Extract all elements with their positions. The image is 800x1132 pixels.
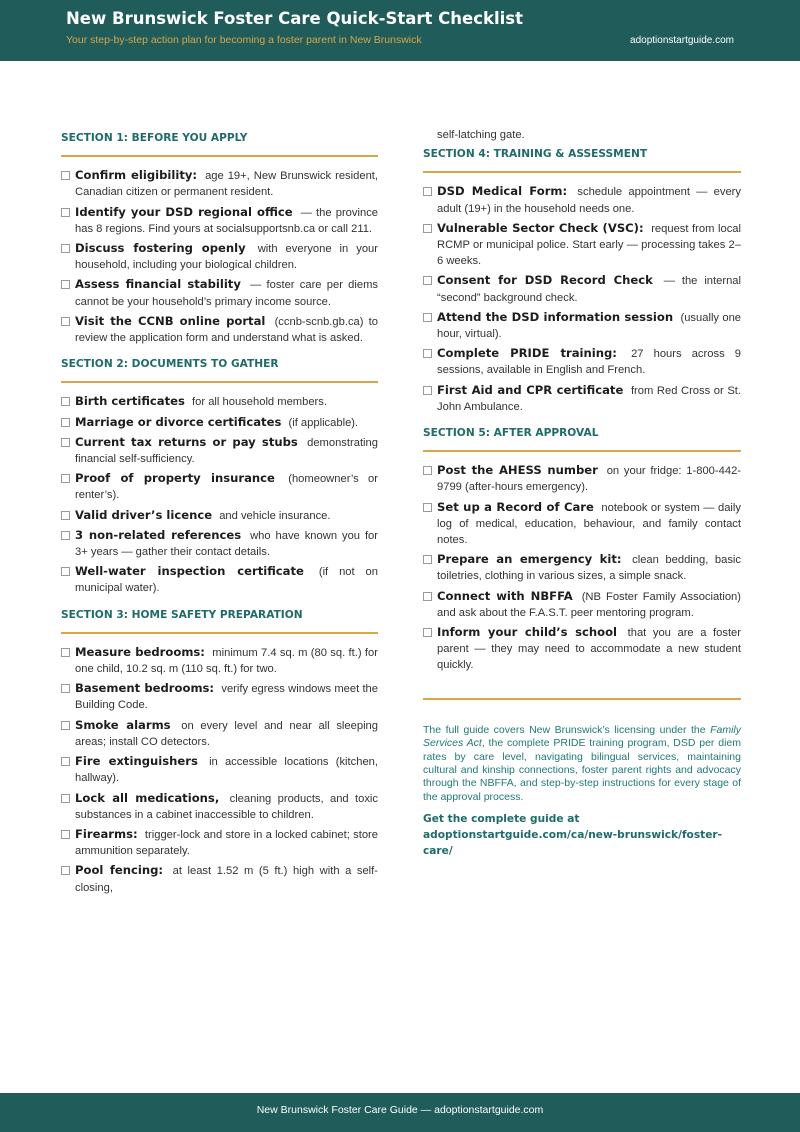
section-title: SECTION 3: HOME SAFETY PREPARATION	[61, 608, 303, 621]
checkbox[interactable]	[61, 684, 70, 693]
checklist-item-heading: Birth certificates	[75, 394, 185, 409]
section-divider	[61, 632, 378, 634]
checklist-item-text: and vehicle insurance.	[219, 509, 331, 522]
section-title: SECTION 2: DOCUMENTS TO GATHER	[61, 358, 279, 371]
checklist-item-heading: Lock all medications,	[75, 790, 220, 805]
checklist-item-text: verify egress windows meet the Building Code.	[75, 683, 378, 712]
page-header	[0, 0, 800, 61]
guide-link[interactable]: Get the complete guide at adoptionstartguide.com/ca/new-brunswick/foster-care/	[423, 813, 723, 858]
checklist-item	[61, 826, 378, 859]
guide-summary-start: The full guide covers New Brunswick’s licensing under the	[423, 723, 711, 736]
checklist-item-heading: Basement bedrooms:	[75, 681, 215, 696]
checklist-item-text: notebook or system — daily log of medical, education, behaviour, and family contact notes.	[437, 501, 741, 547]
checklist-item-text: who have known you for 3+ years — gather their contact details.	[75, 529, 379, 559]
checklist-item	[423, 272, 741, 305]
checklist-item	[61, 753, 378, 786]
section-3-continuation: self-latching gate.	[437, 129, 525, 141]
checklist-item-heading: Pool fencing:	[75, 863, 164, 878]
checkbox[interactable]	[423, 224, 432, 233]
section-title: SECTION 4: TRAINING & ASSESSMENT	[423, 148, 648, 161]
footer-text: New Brunswick Foster Care Guide — adoptionstartguide.com	[256, 1104, 544, 1116]
section-training	[423, 146, 741, 415]
checkbox[interactable]	[61, 721, 70, 730]
checklist-item	[61, 434, 378, 467]
checklist-item	[61, 414, 378, 431]
checklist-item-heading: Well-water inspection certificate	[75, 564, 304, 579]
checklist-item-heading: Vulnerable Sector Check (VSC):	[437, 220, 644, 235]
checklist-item-text: — foster care per diems cannot be your household’s primary income source.	[75, 279, 378, 308]
checkbox[interactable]	[423, 349, 432, 358]
checklist-item	[61, 313, 378, 346]
checklist-item-text: on your fridge: 1-800-442-9799 (after-hours emergency).	[437, 465, 742, 494]
checkbox[interactable]	[423, 466, 432, 475]
section-home-safety	[61, 607, 378, 896]
header-url: adoptionstartguide.com	[630, 35, 734, 46]
checklist-item-text: request from local RCMP or municipal police. Start early — processing takes 2–6 weeks.	[437, 222, 741, 268]
checkbox[interactable]	[61, 208, 70, 217]
checkbox[interactable]	[61, 397, 70, 406]
page-title: New Brunswick Foster Care Quick-Start Checklist	[66, 9, 523, 28]
checklist-item	[423, 588, 741, 621]
checklist-item-heading: Complete PRIDE training:	[437, 346, 617, 361]
checklist-item	[423, 462, 741, 495]
checklist-item	[423, 551, 741, 584]
checklist-item	[61, 470, 378, 503]
checkbox[interactable]	[61, 171, 70, 180]
checklist-item-heading: Attend the DSD information session	[437, 309, 674, 324]
checkbox[interactable]	[61, 474, 70, 483]
checklist-item-heading: 3 non-related references	[75, 527, 242, 542]
checklist-item-heading: Visit the CCNB online portal	[75, 313, 266, 328]
guide-summary-act: Family Services Act	[423, 723, 741, 750]
checklist-item-heading: First Aid and CPR certificate	[437, 382, 624, 397]
checkbox[interactable]	[61, 866, 70, 875]
checklist-item-heading: Connect with NBFFA	[437, 588, 573, 603]
checklist-item-heading: Discuss fostering openly	[75, 241, 246, 256]
checklist-item-heading: Identify your DSD regional office	[75, 204, 293, 219]
checklist-item-heading: Post the AHESS number	[437, 463, 598, 478]
checkbox[interactable]	[423, 313, 432, 322]
checklist-item-text: minimum 7.4 sq. m (80 sq. ft.) for one child, 10.2 sq. m (110 sq. ft.) for two.	[75, 646, 378, 676]
checkbox[interactable]	[61, 280, 70, 289]
checklist-item-heading: Smoke alarms	[75, 717, 171, 732]
checklist-item-text: from Red Cross or St. John Ambulance.	[437, 384, 742, 413]
checklist-item-heading: Prepare an emergency kit:	[437, 552, 622, 567]
checklist-item	[423, 345, 741, 378]
checklist-item-heading: Assess financial stability	[75, 277, 241, 292]
checkbox[interactable]	[61, 511, 70, 520]
section-after-approval	[423, 425, 741, 674]
checkbox[interactable]	[423, 555, 432, 564]
closing-divider	[423, 698, 741, 700]
checklist-item-text: (homeowner’s or renter’s).	[75, 473, 378, 502]
section-before-you-apply	[61, 130, 378, 346]
checklist-item	[423, 309, 741, 342]
checklist-item-text: trigger-lock and store in a locked cabinet; store ammunition separately.	[75, 828, 379, 858]
checklist-item-text: age 19+, New Brunswick resident, Canadian citizen or permanent resident.	[75, 170, 379, 199]
checklist-item-text: at least 1.52 m (5 ft.) high with a self-closing,	[75, 865, 378, 894]
section-title: SECTION 5: AFTER APPROVAL	[423, 427, 599, 440]
checklist-item-text: (NB Foster Family Association) and ask about the F.A.S.T. peer mentoring program.	[437, 590, 741, 619]
checklist-item	[423, 499, 741, 549]
section-divider	[61, 381, 378, 383]
checklist-item-heading: Inform your child’s school	[437, 625, 618, 640]
checkbox[interactable]	[423, 187, 432, 196]
checklist-item	[61, 240, 378, 273]
checkbox[interactable]	[61, 648, 70, 657]
checklist-item-text: in accessible locations (kitchen, hallway).	[75, 756, 378, 785]
page-subtitle: Your step-by-step action plan for becoming a foster parent in New Brunswick	[66, 34, 422, 46]
checklist-item	[423, 382, 741, 415]
checklist-item-heading: Valid driver’s licence	[75, 507, 213, 522]
checklist-item-text: demonstrating financial self-sufficiency.	[75, 436, 378, 466]
checkbox[interactable]	[61, 794, 70, 803]
checkbox[interactable]	[61, 244, 70, 253]
checklist-item-heading: DSD Medical Form:	[437, 184, 568, 199]
section-divider	[423, 450, 741, 452]
checklist-item-heading: Confirm eligibility:	[75, 168, 198, 183]
checklist-item-text: (if applicable).	[288, 416, 359, 429]
checklist-item	[61, 167, 378, 200]
checklist-item-text: — the internal “second” background check.	[437, 275, 742, 304]
checklist-item	[61, 276, 378, 309]
checkbox[interactable]	[61, 567, 70, 576]
section-divider	[423, 171, 741, 173]
checklist-item	[61, 862, 378, 895]
checklist-item	[423, 220, 741, 270]
checkbox[interactable]	[61, 418, 70, 427]
checklist-item-text: schedule appointment — every adult (19+) in the household needs one.	[437, 186, 741, 215]
checklist-item	[61, 393, 378, 410]
guide-summary	[423, 724, 741, 804]
checkbox[interactable]	[423, 592, 432, 601]
checklist-item-heading: Measure bedrooms:	[75, 644, 205, 659]
checklist-item	[61, 790, 378, 823]
checkbox[interactable]	[61, 531, 70, 540]
checkbox[interactable]	[61, 757, 70, 766]
checklist-item-text: clean bedding, basic toiletries, clothing in various sizes, a simple snack.	[437, 554, 742, 583]
checkbox[interactable]	[423, 628, 432, 637]
checklist-item-heading: Marriage or divorce certificates	[75, 414, 282, 429]
right-column	[423, 127, 741, 859]
checklist-item	[423, 183, 741, 216]
checkbox[interactable]	[61, 438, 70, 447]
checklist-item	[61, 680, 378, 713]
checklist-item	[61, 563, 378, 596]
checkbox[interactable]	[423, 276, 432, 285]
checklist-item-heading: Current tax returns or pay stubs	[75, 434, 298, 449]
checklist-item-text: with everyone in your household, including your biological children.	[75, 243, 378, 272]
checklist-item	[61, 717, 378, 750]
checklist-item	[61, 204, 378, 237]
checkbox[interactable]	[61, 317, 70, 326]
section-documents	[61, 356, 378, 596]
checklist-item	[61, 527, 378, 560]
checklist-item-heading: Set up a Record of Care	[437, 499, 594, 514]
checkbox[interactable]	[423, 386, 432, 395]
checklist-item-heading: Firearms:	[75, 826, 138, 841]
section-divider	[61, 155, 378, 157]
checklist-item-heading: Consent for DSD Record Check	[437, 273, 653, 288]
checklist-item-text: for all household members.	[192, 396, 327, 409]
checklist-item	[61, 507, 378, 524]
checklist-item-text: — the province has 8 regions. Find yours at socialsupportsnb.ca or call 211.	[75, 206, 379, 235]
checklist-item-text: (usually one hour, virtual).	[437, 311, 742, 341]
checklist-item-heading: Fire extinguishers	[75, 754, 198, 769]
checklist-item-text: 27 hours across 9 sessions, available in English and French.	[437, 348, 741, 377]
section-title: SECTION 1: BEFORE YOU APPLY	[61, 132, 248, 144]
checklist-item-text: on every level and near all sleeping areas; install CO detectors.	[75, 719, 378, 748]
left-column	[61, 128, 378, 899]
checklist-item-text: (if not on municipal water).	[75, 566, 378, 595]
guide-summary-end: , the complete PRIDE training program, DSD per diem rates by care level, navigating bilingual services, maintaining cultural and kinship connections, foster parent rights and advocacy through the NBFFA, and step-by-step instructions for every stage of the approval process.	[423, 737, 741, 803]
page-footer	[0, 1093, 800, 1132]
checklist-item	[423, 624, 741, 674]
checkbox[interactable]	[61, 830, 70, 839]
checkbox[interactable]	[423, 503, 432, 512]
checklist-item-heading: Proof of property insurance	[75, 471, 275, 486]
checklist-item-text: cleaning products, and toxic substances in a cabinet inaccessible to children.	[75, 792, 379, 821]
checklist-item	[61, 644, 378, 677]
checklist-item-text: (ccnb-scnb.gb.ca) to review the application form and understand what is asked.	[75, 315, 378, 345]
checklist-item-text: that you are a foster parent — they may need to accommodate a new student quickly.	[437, 627, 742, 672]
